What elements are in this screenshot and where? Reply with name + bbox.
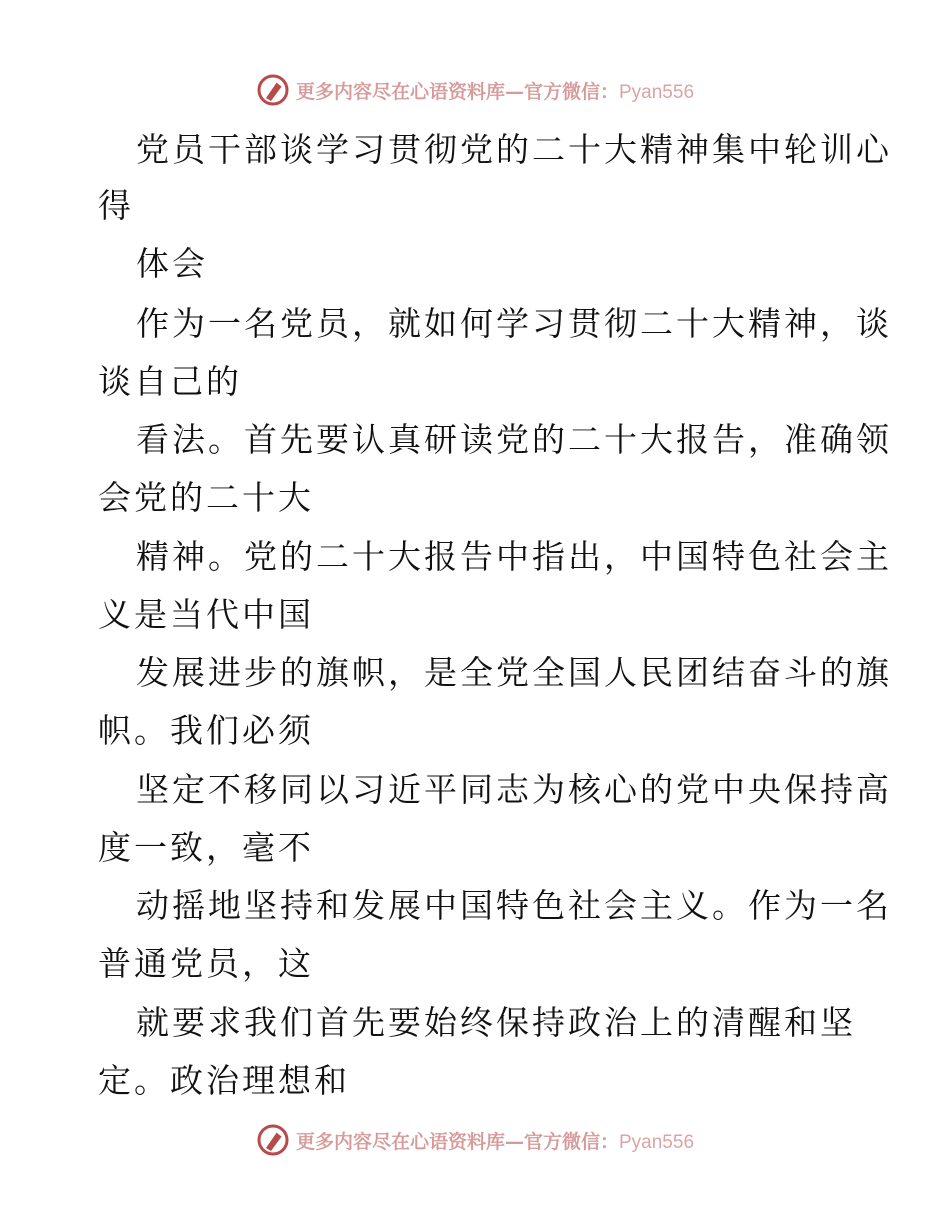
text-line: 就要求我们首先要始终保持政治上的清醒和坚 xyxy=(136,1003,856,1042)
header-watermark xyxy=(0,70,950,110)
text-line: 体会 xyxy=(136,244,208,283)
text-line: 作为一名党员，就如何学习贯彻二十大精神，谈 xyxy=(136,304,892,343)
wechat-id: Pyan556 xyxy=(619,1131,695,1153)
text-line: 精神。党的二十大报告中指出，中国特色社会主 xyxy=(136,537,892,576)
text-line: 坚定不移同以习近平同志为核心的党中央保持高 xyxy=(136,770,892,809)
text-line: 党员干部谈学习贯彻党的二十大精神集中轮训心 xyxy=(136,130,892,169)
text-line: 动摇地坚持和发展中国特色社会主义。作为一名 xyxy=(136,886,892,925)
text-line: 谈自己的 xyxy=(98,362,242,401)
text-line: 帜。我们必须 xyxy=(98,711,314,750)
pen-nib-circle-icon xyxy=(256,73,290,107)
text-line: 度一致，毫不 xyxy=(98,828,314,867)
text-line: 普通党员，这 xyxy=(98,944,314,983)
footer-watermark xyxy=(0,1120,950,1160)
text-line: 看法。首先要认真研读党的二十大报告，准确领 xyxy=(136,420,892,459)
watermark-text: 更多内容尽在心语资料库—官方微信：Pyan556 xyxy=(295,1130,695,1153)
text-line: 发展进步的旗帜，是全党全国人民团结奋斗的旗 xyxy=(136,653,892,692)
text-line: 定。政治理想和 xyxy=(98,1061,350,1100)
text-line: 得 xyxy=(98,186,134,225)
watermark-text: 更多内容尽在心语资料库—官方微信：Pyan556 xyxy=(295,80,695,103)
wechat-id: Pyan556 xyxy=(619,81,695,103)
text-line: 义是当代中国 xyxy=(98,595,314,634)
pen-nib-circle-icon xyxy=(256,1123,290,1157)
text-line: 会党的二十大 xyxy=(98,478,314,517)
